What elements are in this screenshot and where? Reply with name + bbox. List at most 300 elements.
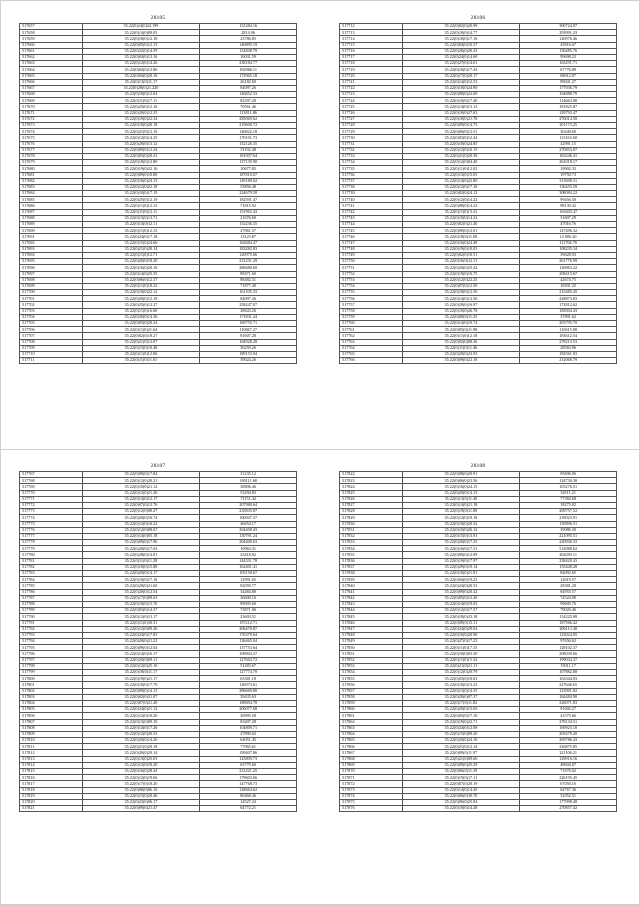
point-id-cell: 517858 xyxy=(340,694,403,700)
value-cell: 27961.57 xyxy=(200,228,297,234)
coordinate-cell: 35.22(0)23(0)06.17 xyxy=(82,799,200,805)
point-id-cell: 517869 xyxy=(340,762,403,768)
value-cell: 42991.15 xyxy=(520,141,617,147)
point-id-cell: 517767 xyxy=(20,472,83,478)
value-cell: 189694.78 xyxy=(200,700,297,706)
coordinate-cell: 35.22(0)03(0)14.37 xyxy=(82,608,200,614)
coordinate-cell: 35.22(0)13(0)13.71 xyxy=(82,215,200,221)
value-cell: 176379.64 xyxy=(200,632,297,638)
value-cell: 269757.52 xyxy=(520,509,617,515)
value-cell: 270857.42 xyxy=(520,806,617,812)
coordinate-cell: 35.22(0)16(0)24.13 xyxy=(82,178,200,184)
point-id-cell: 517845 xyxy=(340,614,403,620)
point-id-cell: 517708 xyxy=(20,339,83,345)
point-id-cell: 517728 xyxy=(340,123,403,129)
coordinate-cell: 35.22(0)22(0)14.59 xyxy=(82,48,200,54)
value-cell: 30440.60 xyxy=(520,129,617,135)
coordinate-cell: 35.22(0)05(0)12.20 xyxy=(402,595,520,601)
point-id-cell: 517871 xyxy=(340,775,403,781)
coordinate-cell: 35.22(0)10(0)26.78 xyxy=(402,308,520,314)
coordinate-cell: 35.22(0)06(0)23.56 xyxy=(402,478,520,484)
point-id-cell: 517726 xyxy=(340,110,403,116)
coordinate-cell: 35.22(0)02(0)24.12 xyxy=(402,191,520,197)
value-cell: 12019.57 xyxy=(520,577,617,583)
point-id-cell: 517753 xyxy=(340,277,403,283)
point-id-cell: 517828 xyxy=(340,509,403,515)
coordinate-cell: 35.22(0)10(0)26.12 xyxy=(402,527,520,533)
point-id-cell: 517759 xyxy=(340,314,403,320)
value-cell: 177098.48 xyxy=(520,799,617,805)
panel-title: 28105 xyxy=(150,15,166,21)
value-cell: 99605.76 xyxy=(520,601,617,607)
point-id-cell: 517846 xyxy=(340,620,403,626)
coordinate-cell: 35.22(0)10(0)17.79 xyxy=(82,682,200,688)
coordinate-cell: 35.22(0)09(0)17.84 xyxy=(82,472,200,478)
coordinate-cell: 35.22(0)14(0)00.05 xyxy=(82,30,200,36)
coordinate-cell: 35.22(0)19(0)17.97 xyxy=(402,558,520,564)
value-cell: 28381.20 xyxy=(520,583,617,589)
value-cell: 231231.29 xyxy=(200,259,297,265)
coordinate-cell: 35.22(0)21(0)12.14 xyxy=(402,744,520,750)
value-cell: 215483.45 xyxy=(520,290,617,296)
coordinate-cell: 35.22(0)11(0)12.11 xyxy=(82,209,200,215)
value-cell: 64051.45 xyxy=(200,738,297,744)
coordinate-cell: 35.22(0)12(0)14.26 xyxy=(82,61,200,67)
coordinate-cell: 35.22(0)14(0)16.17 xyxy=(82,651,200,657)
data-table xyxy=(19,471,297,812)
coordinate-cell: 35.22(0)06(0)30.70 xyxy=(402,793,520,799)
point-id-cell: 517868 xyxy=(340,756,403,762)
point-id-cell: 517855 xyxy=(340,676,403,682)
coordinate-cell: 35.22(0)20(0)15.65 xyxy=(402,707,520,713)
data-table xyxy=(339,471,617,812)
coordinate-cell: 35.22(0)19(0)11.80 xyxy=(402,509,520,515)
point-id-cell: 517670 xyxy=(20,104,83,110)
point-id-cell: 517706 xyxy=(20,327,83,333)
value-cell: 14527.24 xyxy=(200,799,297,805)
point-id-cell: 517785 xyxy=(20,583,83,589)
coordinate-cell: 35.22(0)09(0)10.80 xyxy=(82,172,200,178)
coordinate-cell: 35.22(0)12(0)17.57 xyxy=(402,608,520,614)
point-id-cell: 517701 xyxy=(20,296,83,302)
point-id-cell: 517809 xyxy=(20,731,83,737)
coordinate-cell: 35.22(0)13(0)15.03 xyxy=(402,172,520,178)
coordinate-cell: 35.22(0)14(0)12.11 xyxy=(82,222,200,228)
coordinate-cell: 35.22(0)10(0)24.90 xyxy=(402,85,520,91)
point-id-cell: 517693 xyxy=(20,246,83,252)
coordinate-cell: 35.22(0)21(0)20.18 xyxy=(82,744,200,750)
coordinate-cell: 35.22(0)10(0)15.88 xyxy=(82,564,200,570)
coordinate-cell: 35.22(0)21(0)12.07 xyxy=(82,339,200,345)
value-cell: 203795.70 xyxy=(520,321,617,327)
coordinate-cell: 35.22(0)19(0)10.03 xyxy=(402,246,520,252)
value-cell: 238184.77 xyxy=(200,61,297,67)
point-id-cell: 517777 xyxy=(20,533,83,539)
value-cell: 77384.68 xyxy=(520,496,617,502)
coordinate-cell: 35.22(0)18(0)23.18 xyxy=(402,614,520,620)
value-cell: 16591.25 xyxy=(520,283,617,289)
point-id-cell: 517810 xyxy=(20,738,83,744)
coordinate-cell: 35.22(0)10(0)21.81 xyxy=(402,571,520,577)
coordinate-cell: 35.22(0)17(0)18.20 xyxy=(82,781,200,787)
point-id-cell: 517704 xyxy=(20,314,83,320)
coordinate-cell: 35.22(0)12(0)08.27 xyxy=(82,509,200,515)
coordinate-cell: 35.22(0)29(0)19.14 xyxy=(402,564,520,570)
value-cell: 19750.73 xyxy=(520,172,617,178)
coordinate-cell: 35.22(0)20(0)20.14 xyxy=(82,750,200,756)
table-panel-28107 xyxy=(19,463,297,812)
value-cell: 201173.25 xyxy=(520,123,617,129)
point-id-cell: 517718 xyxy=(340,61,403,67)
point-id-cell: 517703 xyxy=(20,308,83,314)
coordinate-cell: 35.22(0)12(0)22.18 xyxy=(82,184,200,190)
point-id-cell: 517685 xyxy=(20,197,83,203)
coordinate-cell: 35.22(0)15(0)13.91 xyxy=(402,533,520,539)
point-id-cell: 517843 xyxy=(340,601,403,607)
coordinate-cell: 35.22(0)15(0)09.20 xyxy=(402,731,520,737)
value-cell: 286680.60 xyxy=(200,265,297,271)
point-id-cell: 517796 xyxy=(20,651,83,657)
point-id-cell: 517739 xyxy=(340,191,403,197)
value-cell: 111704.78 xyxy=(520,240,617,246)
coordinate-cell: 35.22(0)04(0)12.16 xyxy=(82,54,200,60)
value-cell: 228873.83 xyxy=(520,296,617,302)
point-id-cell: 517662 xyxy=(20,54,83,60)
value-cell: 26182.60 xyxy=(200,79,297,85)
value-cell: 123024.05 xyxy=(520,632,617,638)
value-cell: 136485.76 xyxy=(520,48,617,54)
point-id-cell: 517790 xyxy=(20,614,83,620)
point-id-cell: 517752 xyxy=(340,271,403,277)
point-id-cell: 517709 xyxy=(20,345,83,351)
coordinate-cell: 35.22(0)26(0)20.23 xyxy=(402,48,520,54)
coordinate-cell: 35.22(0)11(0)12.06 xyxy=(82,351,200,357)
point-id-cell: 517815 xyxy=(20,769,83,775)
value-cell: 187810.07 xyxy=(200,172,297,178)
point-id-cell: 517720 xyxy=(340,73,403,79)
point-id-cell: 517674 xyxy=(20,129,83,135)
coordinate-cell: 35.22(0)07(0)12.76 xyxy=(82,502,200,508)
coordinate-cell: 35.22(0)27(0)17.23 xyxy=(402,639,520,645)
point-id-cell: 517827 xyxy=(340,502,403,508)
point-id-cell: 517750 xyxy=(340,259,403,265)
point-id-cell: 517840 xyxy=(340,583,403,589)
value-cell: 79020.46 xyxy=(520,608,617,614)
value-cell: 28643.26 xyxy=(200,308,297,314)
coordinate-cell: 35.22(0)06(0)25.84 xyxy=(402,799,520,805)
point-id-cell: 517696 xyxy=(20,265,83,271)
point-id-cell: 517672 xyxy=(20,116,83,122)
point-id-cell: 517844 xyxy=(340,608,403,614)
coordinate-cell: 35.22(0)11(0)12.13 xyxy=(82,228,200,234)
page-divider xyxy=(1,449,640,450)
point-id-cell: 517679 xyxy=(20,160,83,166)
value-cell: 77965.61 xyxy=(200,744,297,750)
coordinate-cell: 35.22(0)14(0)13.13 xyxy=(402,104,520,110)
coordinate-cell: 35.22(0)12(0)20.21 xyxy=(82,478,200,484)
coordinate-cell: 35.22(0)20(0)14.26 xyxy=(82,738,200,744)
point-id-cell: 517783 xyxy=(20,571,83,577)
coordinate-cell: 35.22(0)11(0)17.11 xyxy=(82,98,200,104)
point-id-cell: 517691 xyxy=(20,234,83,240)
coordinate-cell: 35.22(0)20(0)16.97 xyxy=(402,302,520,308)
point-id-cell: 517831 xyxy=(340,527,403,533)
value-cell: 36600.16 xyxy=(200,595,297,601)
point-id-cell: 517682 xyxy=(20,178,83,184)
coordinate-cell: 35.22(0)09(0)14.75 xyxy=(402,123,520,129)
coordinate-cell: 35.22(0)25(0)12.19 xyxy=(82,197,200,203)
value-cell: 10963.31 xyxy=(200,546,297,552)
coordinate-cell: 35.22(0)20(0)17.63 xyxy=(82,546,200,552)
value-cell: 189153.94 xyxy=(200,351,297,357)
value-cell: 67050.16 xyxy=(520,781,617,787)
point-id-cell: 517839 xyxy=(340,577,403,583)
coordinate-cell: 35.22(0)15(0)24.66 xyxy=(82,240,200,246)
value-cell: 163291.71 xyxy=(520,61,617,67)
value-cell: 80468.46 xyxy=(200,793,297,799)
point-id-cell: 517769 xyxy=(20,484,83,490)
value-cell: 163246.41 xyxy=(520,153,617,159)
point-id-cell: 517850 xyxy=(340,645,403,651)
point-id-cell: 517832 xyxy=(340,533,403,539)
value-cell: 238420.43 xyxy=(520,558,617,564)
point-id-cell: 517742 xyxy=(340,209,403,215)
value-cell: 81607.28 xyxy=(200,333,297,339)
coordinate-cell: 35.22(0)21(0)12.19 xyxy=(82,129,200,135)
value-cell: 31235.12 xyxy=(200,472,297,478)
point-id-cell: 517721 xyxy=(340,79,403,85)
coordinate-cell: 35.22(0)08(0)22.69 xyxy=(402,92,520,98)
value-cell: 172965.18 xyxy=(200,73,297,79)
value-cell: 123991.82 xyxy=(520,688,617,694)
point-id-cell: 517680 xyxy=(20,166,83,172)
coordinate-cell: 35.22(0)11(0)11.28 xyxy=(82,558,200,564)
value-cell: 231421.25 xyxy=(200,769,297,775)
coordinate-cell: 35.22(0)24(0)12.08 xyxy=(402,725,520,731)
value-cell: 164888.79 xyxy=(520,92,617,98)
value-cell: 38806.46 xyxy=(200,484,297,490)
value-cell: 89471.60 xyxy=(200,271,297,277)
value-cell: 74524.00 xyxy=(520,595,617,601)
coordinate-cell: 35.22(0)03(0)10.03 xyxy=(402,676,520,682)
value-cell: 208415.67 xyxy=(520,271,617,277)
value-cell: 104809.71 xyxy=(200,725,297,731)
coordinate-cell: 35.22(0)05(0)11.98 xyxy=(402,327,520,333)
point-id-cell: 517760 xyxy=(340,321,403,327)
value-cell: 12991.65 xyxy=(200,577,297,583)
table-row xyxy=(340,358,617,364)
point-id-cell: 517788 xyxy=(20,601,83,607)
point-id-cell: 517873 xyxy=(340,787,403,793)
coordinate-cell: 35.22(0)10(0)14.77 xyxy=(402,30,520,36)
coordinate-cell: 35.22(0)11(0)30.31 xyxy=(82,620,200,626)
point-id-cell: 517711 xyxy=(20,358,83,364)
point-id-cell: 517716 xyxy=(340,48,403,54)
point-id-cell: 517780 xyxy=(20,552,83,558)
coordinate-cell: 35.22(0)14(0)22.80 xyxy=(402,178,520,184)
coordinate-cell: 35.22(0)20(0)09.11 xyxy=(82,657,200,663)
value-cell: 48604.07 xyxy=(520,762,617,768)
value-cell: 31607.29 xyxy=(520,215,617,221)
value-cell: 181007.64 xyxy=(200,153,297,159)
coordinate-cell: 35.22(0)12(0)14.25 xyxy=(82,135,200,141)
point-id-cell: 517660 xyxy=(20,42,83,48)
value-cell: 131284.16 xyxy=(200,24,297,30)
value-cell: 34511.21 xyxy=(520,490,617,496)
coordinate-cell: 35.22(0)16(0)17.51 xyxy=(402,546,520,552)
value-cell: 107882.88 xyxy=(520,670,617,676)
value-cell: 221095.51 xyxy=(520,533,617,539)
point-id-cell: 517798 xyxy=(20,663,83,669)
point-id-cell: 517825 xyxy=(340,490,403,496)
table-panel-28106 xyxy=(339,15,617,364)
point-id-cell: 517746 xyxy=(340,234,403,240)
coordinate-cell: 35.22(0)10(0)20.18 xyxy=(82,123,200,129)
point-id-cell: 517853 xyxy=(340,663,403,669)
value-cell: 84097.26 xyxy=(200,85,297,91)
coordinate-cell: 35.22(0)09(0)17.96 xyxy=(82,540,200,546)
value-cell: 124730.30 xyxy=(520,478,617,484)
coordinate-cell: 35.22(0)18(0)12.50 xyxy=(402,290,520,296)
point-id-cell: 517811 xyxy=(20,744,83,750)
panel-title: 28107 xyxy=(150,463,166,469)
coordinate-cell: 35.22(0)12(0)09.26 xyxy=(82,626,200,632)
value-cell: 185004.43 xyxy=(520,308,617,314)
coordinate-cell: 35.22(0)18(0)12.80 xyxy=(82,160,200,166)
point-id-cell: 517761 xyxy=(340,327,403,333)
coordinate-cell: 35.22(0)10(0)14.28 xyxy=(402,806,520,812)
coordinate-cell: 35.22(0)14(0)12.53 xyxy=(402,79,520,85)
value-cell: 21676.60 xyxy=(200,215,297,221)
coordinate-cell: 35.22(0)14(0)21.18 xyxy=(402,502,520,508)
coordinate-cell: 35.22(0)09(0)14.13 xyxy=(82,688,200,694)
value-cell: 99698.22 xyxy=(520,54,617,60)
point-id-cell: 517733 xyxy=(340,153,403,159)
coordinate-cell: 35.22(0)10(0)15.76 xyxy=(82,601,200,607)
coordinate-cell: 35.22(0)16(0)17.43 xyxy=(402,67,520,73)
value-cell: 278213.53 xyxy=(520,339,617,345)
value-cell: 286669.80 xyxy=(200,688,297,694)
point-id-cell: 517661 xyxy=(20,48,83,54)
point-id-cell: 517854 xyxy=(340,670,403,676)
coordinate-cell: 35.22(0)09(0)11.97 xyxy=(402,750,520,756)
value-cell: 100947.37 xyxy=(200,515,297,521)
value-cell: 45816.67 xyxy=(520,42,617,48)
point-id-cell: 517816 xyxy=(20,775,83,781)
point-id-cell: 517830 xyxy=(340,521,403,527)
coordinate-cell: 35.22(0)18(0)11.08 xyxy=(402,234,520,240)
coordinate-cell: 35.22(0)27(0)14.61 xyxy=(402,61,520,67)
coordinate-cell: 35.22(0)19(0)16.75 xyxy=(402,271,520,277)
coordinate-cell: 35.22(0)06(0)12.37 xyxy=(82,277,200,283)
point-id-cell: 517872 xyxy=(340,781,403,787)
point-id-cell: 517665 xyxy=(20,73,83,79)
coordinate-cell: 35.22(0)12(0)20.53 xyxy=(82,731,200,737)
coordinate-cell: 35.22(0)20(0)12.54 xyxy=(82,589,200,595)
coordinate-cell: 35.22(0)15(0)20.46 xyxy=(82,793,200,799)
value-cell: 97656.62 xyxy=(520,639,617,645)
point-id-cell: 517857 xyxy=(340,688,403,694)
coordinate-cell: 35.22(0)12(0)19.18 xyxy=(402,515,520,521)
value-cell: 261018.17 xyxy=(520,160,617,166)
point-id-cell: 517795 xyxy=(20,645,83,651)
point-id-cell: 517747 xyxy=(340,240,403,246)
coordinate-cell: 35.22(0)10(0)22.12 xyxy=(82,290,200,296)
coordinate-cell: 35.22(0)12(0)19.66 xyxy=(82,775,200,781)
point-id-cell: 517705 xyxy=(20,321,83,327)
coordinate-cell: 35.22(0)21(0)20.38 xyxy=(402,153,520,159)
value-cell: 177036.79 xyxy=(520,85,617,91)
coordinate-cell: 35.22(0)09(0)21.47 xyxy=(82,806,200,812)
coordinate-cell: 35.22(0)11(0)13.41 xyxy=(402,209,520,215)
point-id-cell: 517771 xyxy=(20,496,83,502)
value-cell: 110847.27 xyxy=(200,327,297,333)
point-id-cell: 517684 xyxy=(20,191,83,197)
value-cell: 206077.68 xyxy=(200,707,297,713)
coordinate-cell: 35.22(0)09(0)20.42 xyxy=(402,589,520,595)
value-cell: 152126.35 xyxy=(200,141,297,147)
coordinate-cell: 35.22(0)21(0)09.66 xyxy=(402,756,520,762)
coordinate-cell: 35.22(0)24(0)21.12 xyxy=(82,707,200,713)
coordinate-cell: 35.22(0)16(0)24.15 xyxy=(402,484,520,490)
coordinate-cell: 35.22(0)10(0)03.50 xyxy=(402,651,520,657)
coordinate-cell: 35.22(0)16(0)20.96 xyxy=(402,632,520,638)
value-cell: 162684.47 xyxy=(200,240,297,246)
coordinate-cell: 35.22(0)02(0)31.07 xyxy=(82,694,200,700)
value-cell: 170101.73 xyxy=(200,135,297,141)
point-id-cell: 517808 xyxy=(20,725,83,731)
value-cell: 136963.22 xyxy=(520,265,617,271)
value-cell: 171831.24 xyxy=(200,314,297,320)
value-cell: 169755.71 xyxy=(200,321,297,327)
coordinate-cell: 35.22(0)17(0)09.63 xyxy=(82,595,200,601)
coordinate-cell: 35.22(0)16(0)28.44 xyxy=(82,769,200,775)
value-cell: 15011.17 xyxy=(520,663,617,669)
value-cell: 42674.75 xyxy=(520,277,617,283)
coordinate-cell: 35.22(0)09(0)12.04 xyxy=(82,645,200,651)
coordinate-cell: 35.22(0)08(0)14.22 xyxy=(402,203,520,209)
value-cell: 55856.48 xyxy=(200,184,297,190)
value-cell: 125809.73 xyxy=(200,756,297,762)
value-cell: 98139.42 xyxy=(520,203,617,209)
coordinate-cell: 35.22(0)12(0)22.25 xyxy=(402,277,520,283)
point-id-cell: 517820 xyxy=(20,799,83,805)
value-cell: 39024.26 xyxy=(200,358,297,364)
value-cell: 84097.26 xyxy=(200,296,297,302)
value-cell: 109904.37 xyxy=(200,651,297,657)
coordinate-cell: 35.22(0)10(0)17.18 xyxy=(82,577,200,583)
value-cell: 129793.47 xyxy=(520,110,617,116)
point-id-cell: 517659 xyxy=(20,36,83,42)
value-cell: 67776.89 xyxy=(520,67,617,73)
coordinate-cell: 35.22(0)28(0)14.81 xyxy=(82,552,200,558)
point-id-cell: 517772 xyxy=(20,502,83,508)
value-cell: 36259.26 xyxy=(200,345,297,351)
point-id-cell: 517712 xyxy=(340,24,403,30)
value-cell: 89041.27 xyxy=(520,79,617,85)
value-cell: 183612.54 xyxy=(520,333,617,339)
value-cell: 113163.60 xyxy=(520,135,617,141)
coordinate-cell: 35.22(0)24(0)24.199 xyxy=(82,24,200,30)
value-cell: 30995.58 xyxy=(200,713,297,719)
value-cell: 163344.03 xyxy=(520,676,617,682)
coordinate-cell: 35.22(0)14(0)17.26 xyxy=(82,725,200,731)
value-cell: 23786.85 xyxy=(200,36,297,42)
point-id-cell: 517801 xyxy=(20,682,83,688)
value-cell: 181825.87 xyxy=(520,104,617,110)
point-id-cell: 517719 xyxy=(340,67,403,73)
value-cell: 105150.67 xyxy=(200,571,297,577)
